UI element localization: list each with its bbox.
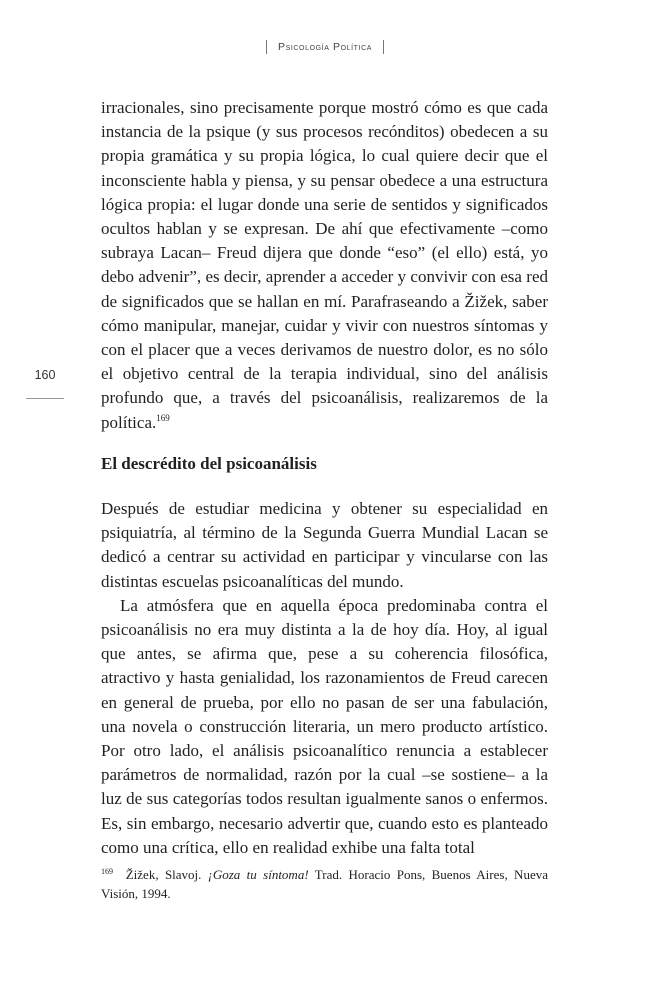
page-number: 160 (34, 368, 56, 382)
section-heading: El descrédito del psicoanálisis (101, 454, 317, 473)
header-divider-right (383, 40, 384, 54)
paragraph-3: La atmósfera que en aquella época predominaba contra el psicoanálisis no era muy distinta a la de hoy día. Hoy, al igual que antes, se afirma que, pese a su coherencia filosófica, atractivo y hasta genialidad, los razonamientos de Freud carecen en general de prueba, por ello no pasan de ser una fabulación, una novela o construcción literaria, un mero producto artístico. Por otro lado, el análisis psicoanalítico renuncia a establecer parámetros de normalidad, razón por la cual –se sostiene– a la luz de sus categorías todos resultan igualmente sanos o enfermos. Es, sin embargo, necesario advertir que, cuando esto es planteado como una crítica, ello en realidad exhibe una falta total (101, 595, 548, 857)
footnote-book-title: ¡Goza tu síntoma! (207, 867, 309, 882)
running-header (250, 38, 400, 56)
paragraph-1 (101, 96, 548, 435)
page-number-rule (26, 398, 64, 399)
footnote-reference[interactable]: 169 (156, 412, 170, 423)
paragraph-1-text: irracionales, sino precisamente porque mostró cómo es que cada instancia de la psique (y sus procesos recónditos) obedecen a su propia gramática y su propia lógica, lo cual quiere decir que el inconsciente habla y piensa, y su pensar obedece a una estructura lógica propia: el lugar donde una serie de sentidos y significados ocultos hablan y se expresan. De ahí que efectivamente –como subraya Lacan– Freud dijera que donde “eso” (el ello) está, yo debo advenir”, es decir, aprender a acceder y convivir con esa red de significados que se hallan en mí. Parafraseando a Žižek, saber cómo manipular, manejar, cuidar y vivir con nuestros síntomas y con el placer que a veces derivamos de nuestro dolor, es no sólo el objetivo central de la terapia individual, sino del análisis profundo que, a través del psicoanálisis, realizaremos de la política. (101, 98, 548, 432)
header-divider-left (266, 40, 267, 54)
body-text-top (101, 96, 548, 435)
paragraph-2: Después de estudiar medicina y obtener su especialidad en psiquiatría, al término de la Segunda Guerra Mundial Lacan se dedicó a centrar su actividad en participar y vincularse con las distintas escuelas psicoanalíticas del mundo. (101, 499, 548, 591)
footnote-number: 169 (101, 867, 113, 876)
footnote (101, 865, 548, 903)
header-title: Psicología Política (277, 41, 373, 53)
footnote-author: Žižek, Slavoj. (125, 867, 208, 882)
footnote-details: Trad. Horacio Pons, Buenos Aires, Nueva Visión, 1994. (101, 867, 548, 901)
body-text-bottom (101, 497, 548, 860)
